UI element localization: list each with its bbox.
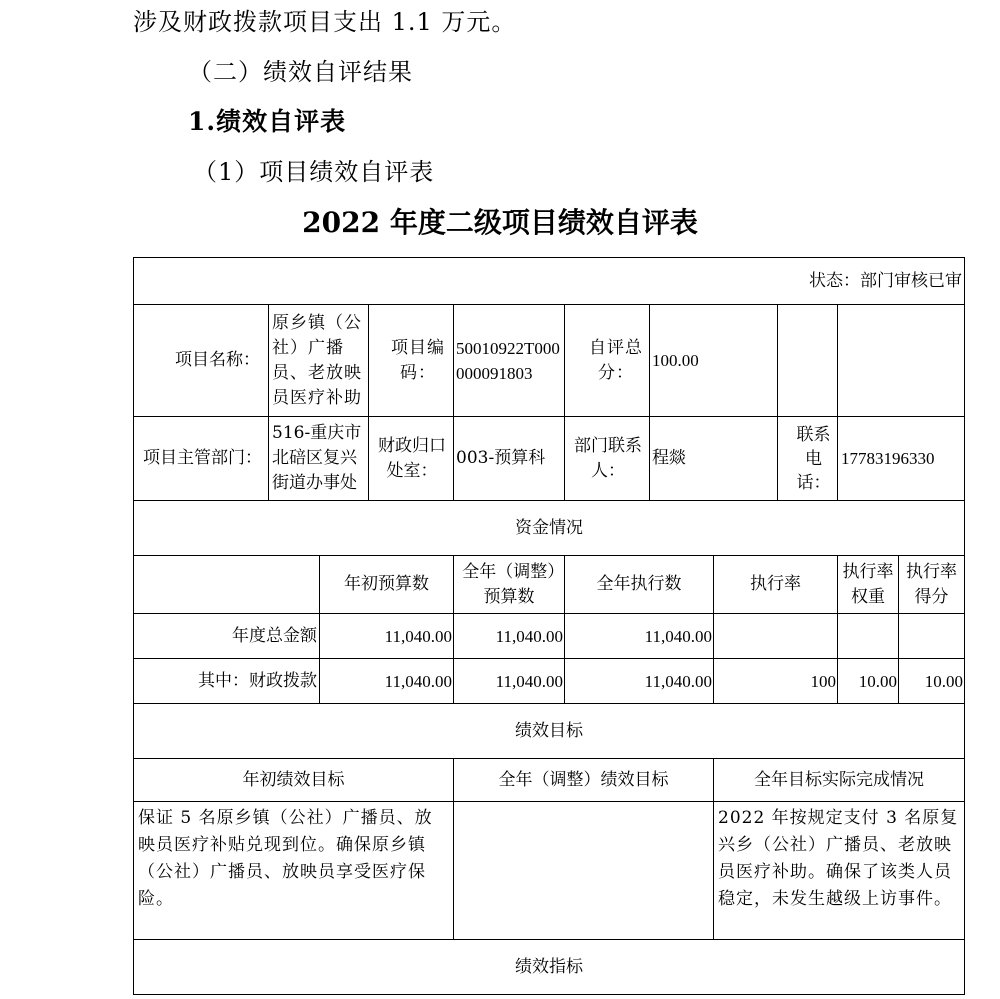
subsubsection-heading: （1）项目绩效自评表 — [193, 158, 435, 186]
funds-row-label: 年度总金额 — [133, 613, 320, 659]
phone-label: 联系电话： — [777, 416, 838, 501]
funds-heading: 资金情况 — [133, 500, 965, 556]
goals-heading: 绩效目标 — [133, 703, 965, 759]
table-title: 2022 年度二级项目绩效自评表 — [302, 206, 698, 239]
funds-row-adjusted: 11,040.00 — [453, 613, 565, 659]
funds-row-rate: 100 — [713, 658, 838, 704]
funds-row-score: 10.00 — [898, 658, 965, 704]
project-name-label: 项目名称： — [133, 304, 269, 417]
intro-paragraph: 涉及财政拨款项目支出 1.1 万元。 — [133, 8, 517, 36]
project-name-value: 原乡镇（公社）广播员、老放映员医疗补助 — [268, 304, 369, 417]
funds-header-rate: 执行率 — [713, 555, 838, 614]
dept-label: 项目主管部门： — [133, 416, 269, 501]
funds-row-weight — [837, 613, 899, 659]
funds-row-initial: 11,040.00 — [319, 658, 454, 704]
project-code-label: 项目编码： — [368, 304, 454, 417]
adjusted-goal-text — [453, 801, 714, 940]
funds-row-score — [898, 613, 965, 659]
initial-goal-text: 保证 5 名原乡镇（公社）广播员、放映员医疗补贴兑现到位。确保原乡镇（公社）广播员、放映员享受医疗保险。 — [133, 801, 454, 940]
funds-header-score: 执行率得分 — [898, 555, 965, 614]
phone-value: 17783196330 — [837, 416, 965, 501]
self-score-value: 100.00 — [649, 304, 778, 417]
self-score-label: 自评总分： — [564, 304, 650, 417]
goals-header-initial: 年初绩效目标 — [133, 758, 454, 802]
funds-row-label: 其中：财政拨款 — [133, 658, 320, 704]
funds-row-executed: 11,040.00 — [564, 658, 714, 704]
empty-cell — [837, 304, 965, 417]
funds-header-initial: 年初预算数 — [319, 555, 454, 614]
indicators-heading: 绩效指标 — [133, 939, 965, 995]
status-text: 状态：部门审核已审 — [133, 257, 965, 305]
funds-header-executed: 全年执行数 — [564, 555, 714, 614]
finance-office-value: 003-预算科 — [453, 416, 565, 501]
contact-value: 程燚 — [649, 416, 778, 501]
funds-header-adjusted: 全年（调整）预算数 — [453, 555, 565, 614]
subsection-heading: 1.绩效自评表 — [188, 107, 347, 136]
contact-label: 部门联系人： — [564, 416, 650, 501]
actual-completion-text: 2022 年按规定支付 3 名原复兴乡（公社）广播员、老放映员医疗补助。确保了该类人员稳定，未发生越级上访事件。 — [713, 801, 965, 940]
project-code-value: 50010922T000000091803 — [453, 304, 565, 417]
funds-row-initial: 11,040.00 — [319, 613, 454, 659]
dept-value: 516-重庆市北碚区复兴街道办事处 — [268, 416, 369, 501]
finance-office-label: 财政归口处室： — [368, 416, 454, 501]
funds-header-weight: 执行率权重 — [837, 555, 899, 614]
section-heading: （二）绩效自评结果 — [188, 58, 413, 86]
funds-row-rate — [713, 613, 838, 659]
funds-row-weight: 10.00 — [837, 658, 899, 704]
empty-cell — [777, 304, 838, 417]
empty-cell — [133, 555, 320, 614]
goals-header-actual: 全年目标实际完成情况 — [713, 758, 965, 802]
funds-row-adjusted: 11,040.00 — [453, 658, 565, 704]
funds-row-executed: 11,040.00 — [564, 613, 714, 659]
goals-header-adjusted: 全年（调整）绩效目标 — [453, 758, 714, 802]
